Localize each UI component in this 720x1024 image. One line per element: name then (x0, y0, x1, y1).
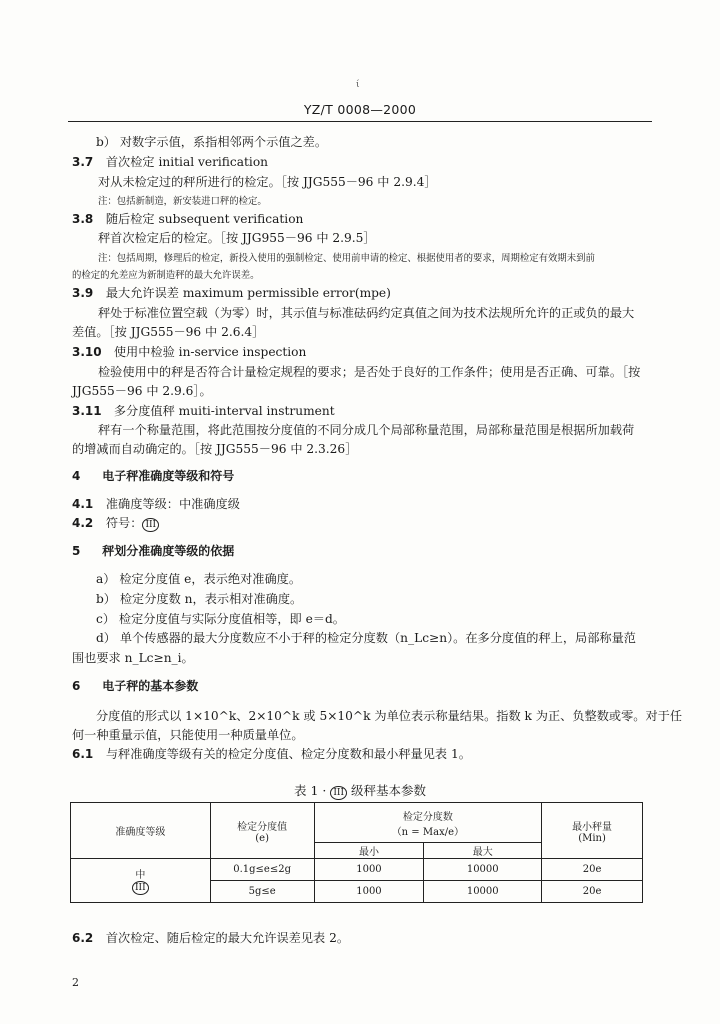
section-number: 6.2 (72, 931, 94, 945)
header-accuracy-class: 准确度等级 (71, 803, 211, 859)
section-3-11-heading (72, 403, 652, 420)
cell-n-max: 10000 (424, 859, 542, 881)
cell-n-min: 1000 (314, 881, 424, 903)
section-3-8-body: 秤首次检定后的检定。［按 JJG955－96 中 2.9.5］ (98, 231, 376, 245)
criterion-b: b） 检定分度数 n，表示相对准确度。 (96, 592, 303, 606)
header-label: 检定分度数 (402, 811, 453, 823)
chapter-6-body-line1: 分度值的形式以 1×10^k、2×10^k 或 5×10^k 为单位表示称量结果。指数 k 为正、负整数或零。对于任 (96, 709, 683, 723)
section-body: 符号： (105, 516, 143, 530)
header-divider (68, 121, 652, 122)
cell-n-max: 10000 (424, 881, 542, 903)
header-verification-interval (210, 803, 314, 859)
table-1-caption (0, 781, 720, 800)
section-number: 3.10 (72, 345, 102, 359)
class-label: 中 (135, 870, 146, 881)
section-3-7-body: 对从未检定过的秤所进行的检定。［按 JJG555－96 中 2.9.4］ (98, 175, 437, 189)
section-3-8-heading (72, 211, 652, 228)
section-number: 3.9 (72, 286, 94, 300)
section-title: 随后检定 subsequent verification (105, 212, 304, 226)
header-min-capacity (542, 803, 643, 859)
chapter-number: 4 (72, 469, 81, 483)
stray-mark: ί (356, 80, 360, 90)
section-number: 3.7 (72, 155, 94, 169)
section-3-7-heading (72, 154, 652, 171)
page-number: 2 (72, 976, 79, 989)
caption-prefix: 表 1 · (293, 783, 327, 798)
section-3-7-note: 注：包括新制造，新安装进口秤的检定。 (98, 196, 267, 207)
header-label: 检定分度值 (237, 821, 288, 833)
section-number: 3.8 (72, 212, 94, 226)
chapter-6-heading (72, 678, 652, 695)
chapter-title: 电子秤的基本参数 (102, 679, 199, 693)
header-label: 最小秤量 (572, 821, 613, 833)
class-symbol: III (132, 881, 149, 895)
section-3-8-note-line2: 的检定的允差应为新制造秤的最大允许误差。 (72, 270, 260, 281)
section-title: 首次检定 initial verification (105, 155, 269, 169)
cell-n-min: 1000 (314, 859, 424, 881)
header-max: 最大 (424, 843, 542, 859)
accuracy-class-cell (71, 859, 211, 903)
section-3-9-body-line1: 秤处于标准位置空载（为零）时，其示值与标准砝码约定真值之间为技术法规所允许的正或负的最大 (98, 306, 635, 320)
header-symbol: (Min) (578, 832, 606, 844)
chapter-title: 电子秤准确度等级和符号 (102, 469, 235, 483)
section-4-1 (72, 496, 652, 513)
table-row (71, 859, 643, 881)
section-number: 4.1 (72, 497, 94, 511)
chapter-number: 5 (72, 544, 81, 558)
section-number: 6.1 (72, 747, 94, 761)
section-body: 与秤准确度等级有关的检定分度值、检定分度数和最小秤量见表 1。 (105, 747, 471, 761)
section-6-1 (72, 746, 652, 763)
cell-e: 5g≤e (210, 881, 314, 903)
section-3-10-body-line2: JJG555－96 中 2.9.6］。 (72, 384, 212, 398)
section-4-2 (72, 515, 652, 532)
section-3-10-body-line1: 检验使用中的秤是否符合计量检定规程的要求；是否处于良好的工作条件；使用是否正确、可靠。［按 (98, 365, 641, 379)
section-number: 4.2 (72, 516, 94, 530)
section-3-11-body-line1: 秤有一个称量范围，将此范围按分度值的不同分成几个局部称量范围，局部称量范围是根据所加载荷 (98, 423, 635, 437)
section-title: 使用中检验 in-service inspection (113, 345, 307, 359)
chapter-number: 6 (72, 679, 81, 693)
header-min: 最小 (314, 843, 424, 859)
section-body: 首次检定、随后检定的最大允许误差见表 2。 (105, 931, 350, 945)
section-number: 3.11 (72, 404, 102, 418)
cell-e: 0.1g≤e≤2g (210, 859, 314, 881)
item-b-text: b） 对数字示值，系指相邻两个示值之差。 (96, 135, 328, 149)
cell-min-capacity: 20e (542, 859, 643, 881)
chapter-6-body-line2: 何一种重量示值，只能使用一种质量单位。 (72, 728, 304, 742)
table-1 (70, 802, 643, 903)
cell-min-capacity: 20e (542, 881, 643, 903)
chapter-title: 秤划分准确度等级的依据 (102, 544, 235, 558)
accuracy-class-symbol: III (142, 518, 159, 532)
criterion-d-line2: 围也要求 n_Lc≥n_i。 (72, 651, 194, 665)
header-symbol: (e) (255, 832, 269, 844)
header-formula: （n = Max/e） (391, 826, 464, 838)
section-6-2 (72, 930, 652, 947)
section-3-9-body-line2: 差值。［按 JJG555－96 中 2.6.4］ (72, 325, 265, 339)
criterion-d-line1: d） 单个传感器的最大分度数应不小于秤的检定分度数（n_Lc≥n）。在多分度值的秤上，局部称量范 (96, 631, 636, 645)
header-verification-number (314, 803, 542, 843)
caption-suffix: 级秤基本参数 (351, 783, 427, 798)
standard-code-header: YZ/T 0008—2000 (303, 102, 417, 117)
section-3-11-body-line2: 的增减而自动确定的。［按 JJG555－96 中 2.3.26］ (72, 442, 358, 456)
section-body: 准确度等级：中准确度级 (105, 497, 240, 511)
section-3-9-heading (72, 285, 652, 302)
criterion-c: c） 检定分度值与实际分度值相等，即 e＝d。 (96, 612, 345, 626)
section-3-8-note-line1: 注：包括周期，修理后的检定，新投入使用的强制检定、使用前申请的检定、根据使用者的要求，周期检定有效期未到前 (98, 253, 595, 264)
chapter-4-heading (72, 468, 652, 485)
section-3-10-heading (72, 344, 652, 361)
section-title: 最大允许误差 maximum permissible error(mpe) (105, 286, 391, 300)
criterion-a: a） 检定分度值 e，表示绝对准确度。 (96, 572, 302, 586)
chapter-5-heading (72, 543, 652, 560)
section-title: 多分度值秤 muiti-interval instrument (113, 404, 335, 418)
caption-class-symbol: III (330, 786, 347, 800)
